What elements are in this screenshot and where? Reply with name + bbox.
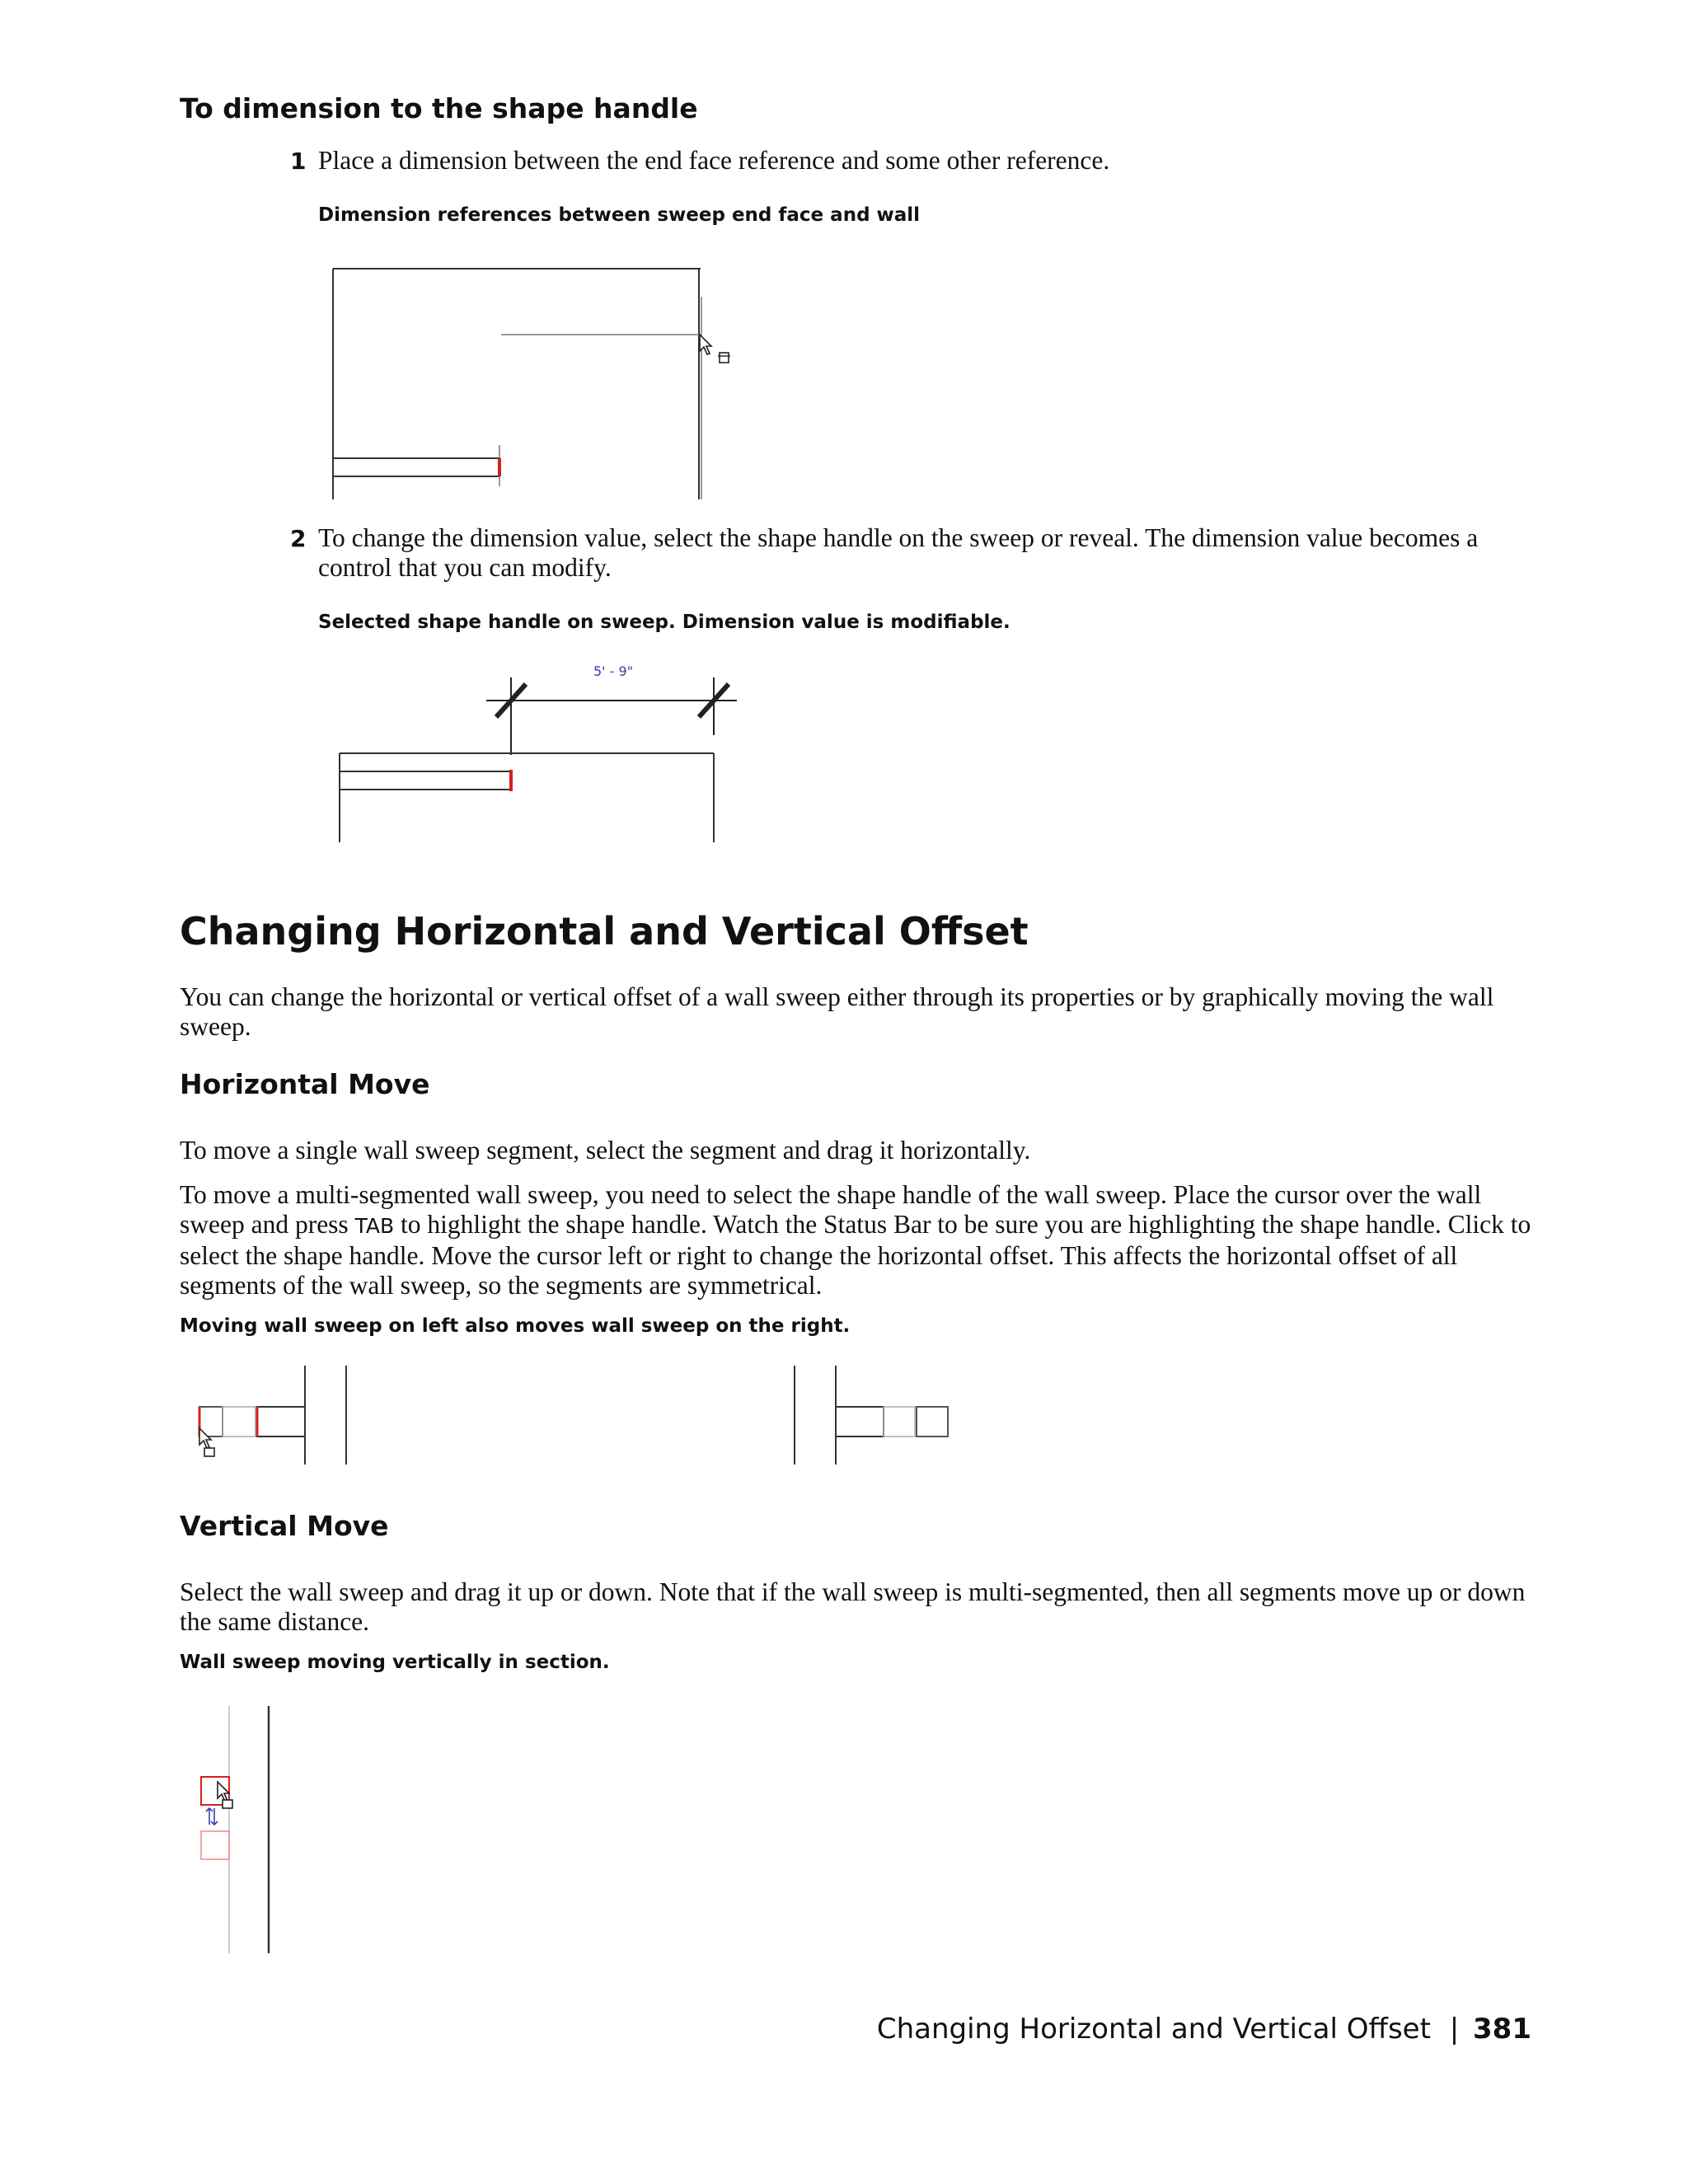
vertical-move-para: Select the wall sweep and drag it up or down. Note that if the wall sweep is multi-segmented, then all segments move up or down the same distance. [180, 1577, 1526, 1636]
right-wall-sweep [836, 1407, 948, 1436]
figure-horizontal-move [190, 1364, 973, 1479]
dimension-value[interactable]: 5' - 9" [593, 663, 634, 679]
section-intro: You can change the horizontal or vertical offset of a wall sweep either through its properties or by graphically moving the wall sweep. [180, 982, 1494, 1041]
page-number: 381 [1473, 2013, 1531, 2046]
up-down-arrow-icon [206, 1808, 218, 1825]
left-walls [305, 1366, 346, 1465]
wall-sweep [333, 445, 499, 486]
cursor-icon [700, 335, 730, 363]
figure-caption-1: Dimension references between sweep end face and wall [318, 204, 921, 226]
key-tab: TAB [354, 1214, 395, 1238]
step-text: To change the dimension value, select the shape handle on the sweep or reveal. The dimension value becomes a control that you can modify. [318, 523, 1479, 582]
wall-outline [333, 269, 701, 499]
figure-vertical-move [190, 1706, 288, 1953]
left-wall-sweep [199, 1407, 305, 1436]
footer-separator: | [1449, 2013, 1460, 2046]
wall-sweep-preview [201, 1831, 229, 1859]
figure-caption-2: Selected shape handle on sweep. Dimension value is modifiable. [318, 612, 1010, 633]
heading-horizontal-move: Horizontal Move [180, 1068, 430, 1100]
dimension-line [486, 677, 737, 755]
para-text: to highlight the shape handle. Watch the Status Bar to be sure you are highlighting the shape handle. Click to select the shape handle. Move the cursor left or right to change the horizontal offset. This affects the horizontal offset of all segments of the wall sweep, so the segments are symmetrical. [180, 1210, 1531, 1300]
horizontal-move-para1: To move a single wall sweep segment, select the segment and drag it horizontally. [180, 1136, 1031, 1165]
figure-selected-shape-handle [330, 659, 758, 849]
footer-title: Changing Horizontal and Vertical Offset [876, 2013, 1431, 2046]
right-walls [795, 1366, 836, 1465]
page-footer [877, 2013, 1531, 2046]
figure-caption-3: Moving wall sweep on left also moves wall sweep on the right. [180, 1315, 851, 1337]
figure-caption-4: Wall sweep moving vertically in section. [180, 1652, 610, 1673]
wall-sweep [340, 770, 511, 791]
wall-outline [340, 753, 714, 842]
step-number: 2 [290, 525, 307, 552]
section-title: Changing Horizontal and Vertical Offset [180, 909, 1029, 954]
cursor-icon [199, 1428, 214, 1456]
step-number: 1 [290, 148, 307, 175]
heading-vertical-move: Vertical Move [180, 1510, 389, 1542]
horizontal-move-para2 [180, 1180, 1531, 1301]
figure-dimension-references [330, 264, 742, 503]
para-text: To move a multi-segmented wall sweep, you need to select the shape handle of the wall sweep. Place the cursor over the wall sweep and press [180, 1180, 1482, 1239]
heading-dimension-shape-handle: To dimension to the shape handle [180, 92, 698, 124]
step-text: Place a dimension between the end face reference and some other reference. [318, 146, 1110, 175]
